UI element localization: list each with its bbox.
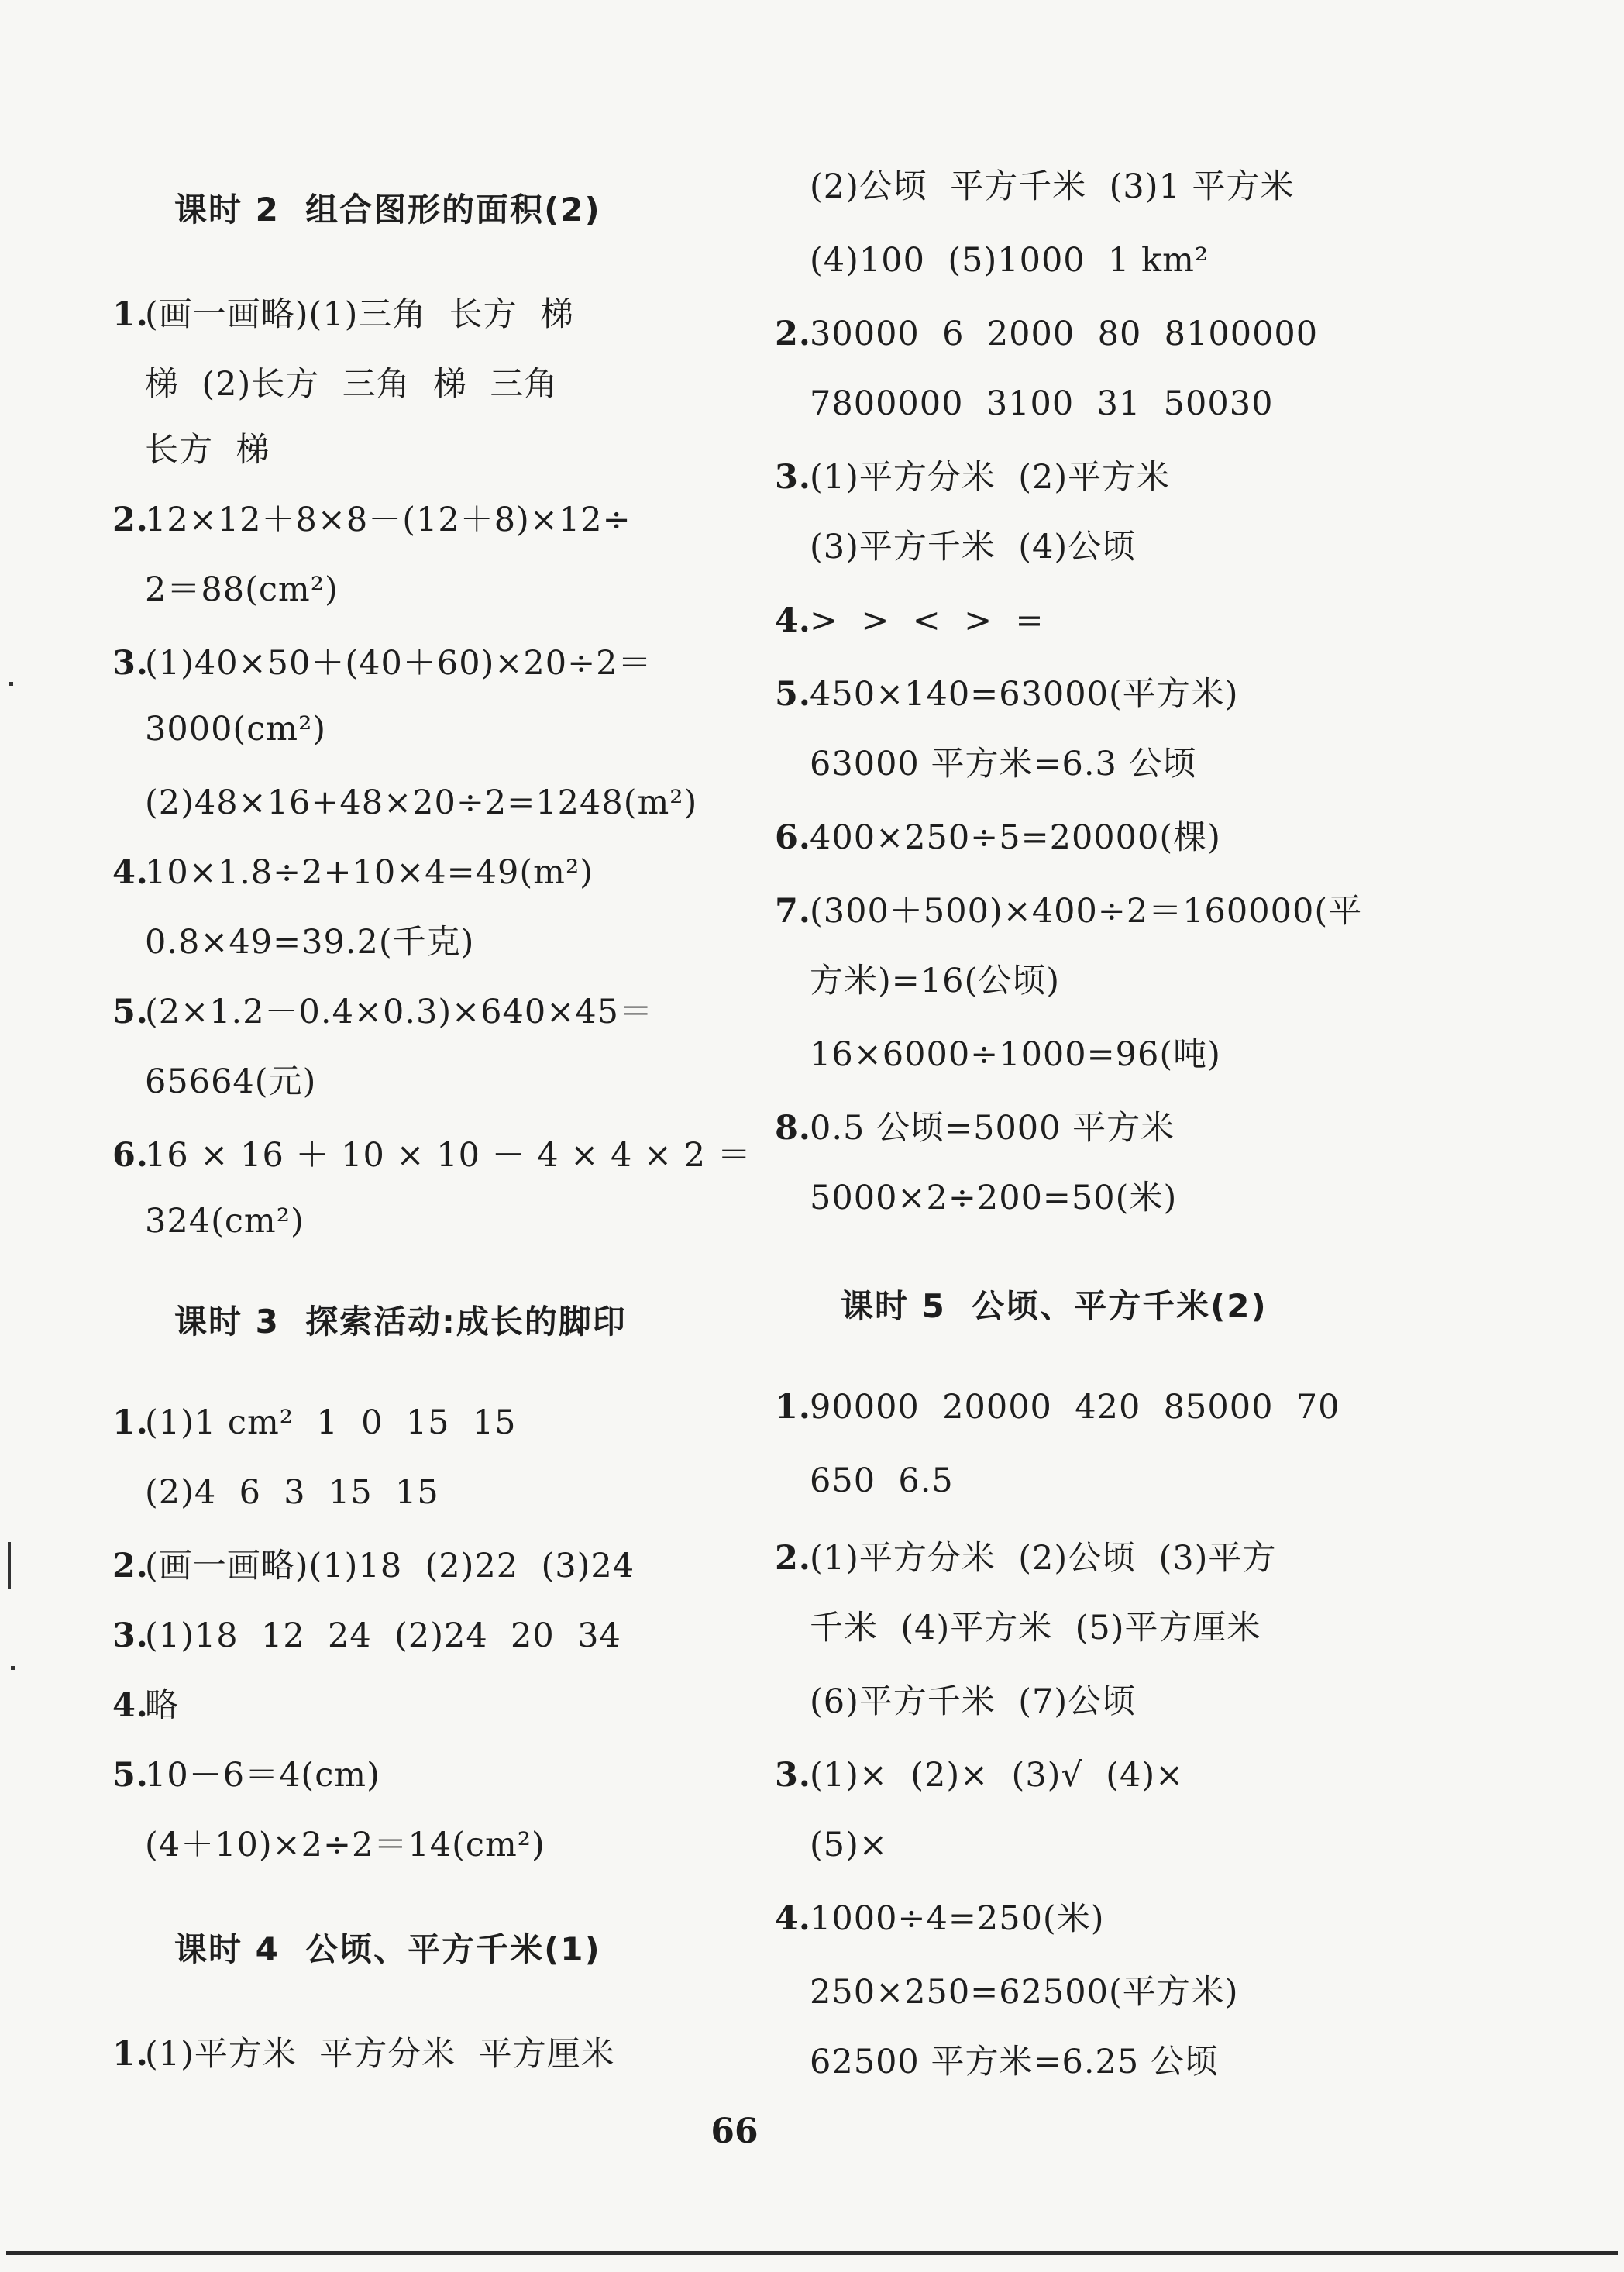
answer-text: (300＋500)×400÷2＝160000(平	[810, 892, 1363, 931]
scan-mark	[8, 1542, 11, 1589]
question-number: 2.	[775, 1539, 811, 1578]
answer-text: 324(cm²)	[145, 1202, 304, 1241]
answer-text: 650 6.5	[810, 1461, 954, 1500]
answer-text: (3)平方千米 (4)公顷	[810, 528, 1137, 566]
answer-line	[112, 922, 474, 962]
answer-text: (1)18 12 24 (2)24 20 34	[145, 1616, 621, 1655]
answer-text: 5000×2÷200=50(米)	[810, 1179, 1178, 1217]
answer-text: (1)平方米 平方分米 平方厘米	[145, 2035, 615, 2074]
answer-line	[775, 1178, 1177, 1218]
answer-text: (6)平方千米 (7)公顷	[810, 1682, 1137, 1721]
answer-text: (1)× (2)× (3)√ (4)×	[810, 1756, 1185, 1795]
answer-line	[775, 1387, 1340, 1427]
answer-text: (2×1.2－0.4×0.3)×640×45＝	[145, 993, 653, 1031]
answer-text: 梯 (2)长方 三角 梯 三角	[145, 365, 559, 404]
section-heading: 课时 2 组合图形的面积(2)	[174, 191, 601, 229]
answer-line	[112, 1472, 439, 1513]
answer-line	[112, 992, 653, 1032]
answer-text: 16×6000÷1000=96(吨)	[810, 1035, 1221, 1074]
answer-text: 65664(元)	[145, 1062, 317, 1101]
answer-text: (画一画略)(1)18 (2)22 (3)24	[145, 1547, 635, 1585]
answer-text: 12×12＋8×8－(12＋8)×12÷	[145, 501, 631, 539]
question-number: 6.	[775, 818, 811, 857]
answer-text: 90000 20000 420 85000 70	[810, 1388, 1340, 1427]
answer-text: 千米 (4)平方米 (5)平方厘米	[810, 1609, 1261, 1647]
answer-line	[775, 601, 1044, 641]
answer-text: (4＋10)×2÷2＝14(cm²)	[145, 1826, 545, 1864]
answer-line	[112, 1201, 304, 1241]
answer-line	[775, 1608, 1261, 1648]
answer-text: 1000÷4=250(米)	[810, 1899, 1105, 1938]
answer-line	[112, 852, 594, 893]
answer-text: 400×250÷5=20000(棵)	[810, 818, 1221, 857]
question-number: 1.	[112, 295, 149, 334]
section-heading: 课时 5 公顷、平方千米(2)	[841, 1287, 1268, 1325]
answer-text: 250×250=62500(平方米)	[810, 1973, 1239, 2012]
question-number: 4.	[775, 1899, 811, 1938]
answer-text: 63000 平方米=6.3 公顷	[810, 745, 1197, 783]
answer-text: (5)×	[810, 1826, 888, 1864]
answer-text: 10×1.8÷2+10×4=49(m²)	[145, 853, 594, 892]
question-number: 1.	[112, 2035, 149, 2074]
answer-line	[775, 1825, 888, 1865]
question-number: 5.	[775, 675, 811, 714]
answer-line	[112, 2034, 615, 2074]
question-number: 4.	[112, 853, 149, 892]
answer-line	[112, 1616, 621, 1656]
question-number: 7.	[775, 892, 811, 931]
answer-text: 30000 6 2000 80 8100000	[810, 315, 1319, 353]
answer-text: 0.5 公顷=5000 平方米	[810, 1109, 1175, 1148]
answer-line	[775, 167, 1295, 207]
section-heading: 课时 4 公顷、平方千米(1)	[174, 1930, 601, 1968]
scan-dot	[11, 1666, 15, 1670]
question-number: 5.	[112, 1756, 149, 1795]
answer-text: (2)48×16+48×20÷2=1248(m²)	[145, 783, 698, 822]
answer-line	[775, 674, 1239, 714]
question-number: 2.	[112, 501, 149, 539]
question-number: 4.	[775, 601, 811, 640]
question-number: 3.	[775, 458, 811, 497]
answer-line	[775, 1898, 1104, 1939]
answer-line	[112, 1062, 316, 1102]
answer-text: 方米)=16(公顷)	[810, 962, 1061, 1000]
answer-line	[112, 294, 574, 335]
question-number: 2.	[775, 315, 811, 353]
answer-text: 450×140=63000(平方米)	[810, 675, 1239, 714]
question-number: 3.	[112, 644, 149, 683]
scan-dot	[9, 682, 13, 686]
answer-line	[112, 570, 339, 610]
answer-text: (1)1 cm² 1 0 15 15	[145, 1403, 517, 1442]
answer-line	[112, 1546, 635, 1586]
question-number: 1.	[775, 1388, 811, 1427]
answer-line	[112, 1755, 380, 1795]
answer-text: 0.8×49=39.2(千克)	[145, 923, 475, 962]
question-number: 2.	[112, 1547, 149, 1585]
answer-line	[775, 891, 1362, 931]
answer-line	[775, 457, 1170, 497]
answer-line	[775, 384, 1273, 424]
answer-text: (1)平方分米 (2)平方米	[810, 458, 1171, 497]
answer-line	[775, 2042, 1219, 2082]
answer-line	[775, 314, 1318, 354]
answer-text: (1)40×50＋(40＋60)×20÷2＝	[145, 644, 652, 683]
answer-text: 2＝88(cm²)	[145, 570, 339, 609]
answer-text: 长方 梯	[145, 431, 270, 470]
question-number: 6.	[112, 1136, 149, 1175]
answer-line	[775, 240, 1209, 281]
answer-line	[112, 783, 697, 823]
answer-line	[775, 818, 1221, 858]
answer-line	[775, 1682, 1136, 1722]
answer-line	[112, 1685, 179, 1726]
answer-text: (2)4 6 3 15 15	[145, 1473, 439, 1512]
answer-line	[775, 1755, 1184, 1795]
question-number: 1.	[112, 1403, 149, 1442]
section-heading: 课时 3 探索活动:成长的脚印	[174, 1303, 627, 1341]
answer-text: (4)100 (5)1000 1 km²	[810, 241, 1209, 280]
answer-text: 62500 平方米=6.25 公顷	[810, 2043, 1219, 2081]
answer-line	[112, 1825, 545, 1865]
answer-line	[775, 744, 1197, 784]
answer-line	[775, 1034, 1221, 1075]
question-number: 5.	[112, 993, 149, 1031]
answer-line	[775, 1108, 1175, 1148]
answer-text: (1)平方分米 (2)公顷 (3)平方	[810, 1539, 1277, 1578]
question-number: 8.	[775, 1109, 811, 1148]
answer-text: 略	[145, 1686, 179, 1725]
answer-text: 3000(cm²)	[145, 710, 327, 749]
answer-line	[112, 643, 652, 683]
answer-text: 16 × 16 ＋ 10 × 10 － 4 × 4 × 2 ＝	[145, 1136, 752, 1175]
answer-line	[112, 1135, 752, 1176]
answer-line	[775, 1461, 954, 1501]
bottom-rule	[6, 2251, 1618, 2255]
page-number: 66	[710, 2112, 759, 2151]
answer-text: (2)公顷 平方千米 (3)1 平方米	[810, 167, 1295, 206]
answer-line	[112, 364, 558, 404]
answer-line	[775, 527, 1136, 567]
answer-line	[775, 961, 1060, 1001]
answer-line	[112, 430, 270, 470]
answer-line	[112, 1403, 517, 1443]
answer-text: 10－6＝4(cm)	[145, 1756, 380, 1795]
answer-line	[775, 1972, 1239, 2012]
answer-line	[112, 709, 326, 749]
answer-text: > > < > =	[810, 601, 1044, 640]
answer-text: 7800000 3100 31 50030	[810, 384, 1274, 423]
question-number: 3.	[775, 1756, 811, 1795]
question-number: 3.	[112, 1616, 149, 1655]
question-number: 4.	[112, 1686, 149, 1725]
answer-text: (画一画略)(1)三角 长方 梯	[145, 295, 575, 334]
answer-line	[775, 1538, 1276, 1578]
answer-line	[112, 500, 631, 540]
